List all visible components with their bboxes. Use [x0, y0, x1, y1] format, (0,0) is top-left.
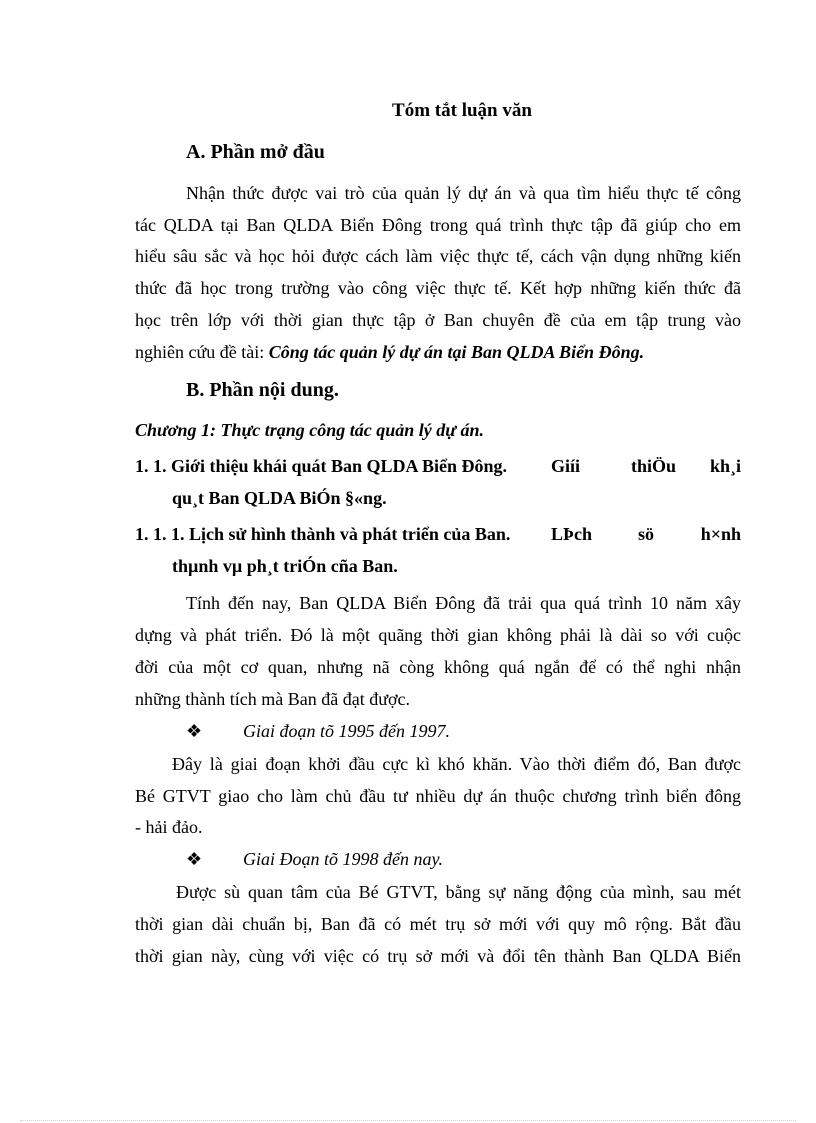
subsection-1-1: [135, 454, 741, 478]
diamond-bullet-icon: ❖: [186, 849, 203, 869]
chapter-heading: Chương 1: Thực trạng công tác quản lý dự án.: [135, 420, 485, 440]
diamond-bullet-icon: ❖: [186, 721, 203, 741]
intro-line-2: tác QLDA tại Ban QLDA Biển Đông trong quá trình thực tập đã giúp cho em: [135, 215, 741, 235]
subsection-1-1-cont: qu¸t Ban QLDA BiÓn §«ng.: [172, 488, 387, 508]
subsection-1-1-1-garbled-3: h×nh: [700, 524, 741, 544]
para1-line-1: Tính đến nay, Ban QLDA Biển Đông đã trải qua quá trình 10 năm xây: [186, 593, 741, 613]
para3-line-2: thời gian dài chuẩn bị, Ban đã có mét trụ sở mới với quy mô rộng. Bắt đầu: [135, 914, 741, 934]
para1-line-3: đời của một cơ quan, nhưng nã còng không quá ngắn để có thể nghi nhận: [135, 657, 741, 677]
subsection-1-1-1-garbled-2: sö: [638, 524, 655, 544]
subsection-1-1-1-garbled-1: LÞch: [551, 524, 593, 544]
intro-line-4: thức đã học trong trường vào công việc thực tế. Kết hợp những kiến thức đã: [135, 278, 741, 298]
para2-line-1: Đây là giai đoạn khởi đầu cực kì khó khăn. Vào thời điểm đó, Ban được: [172, 754, 741, 774]
page-bottom-rule: [20, 1120, 796, 1121]
subsection-1-1-label: 1. 1. Giới thiệu khái quát Ban QLDA Biển Đông.: [135, 456, 508, 476]
section-heading-a: A. Phần mở đầu: [186, 141, 325, 163]
para3-line-3: thời gian này, cùng với việc có trụ sở mới và đổi tên thành Ban QLDA Biển: [135, 946, 741, 966]
para1-line-2: dựng và phát triển. Đó là một quãng thời gian không phải là dài so với cuộc: [135, 625, 741, 645]
para2-line-2: Bé GTVT giao cho làm chủ đầu tư nhiều dự án thuộc chương trình biển đông: [135, 786, 741, 806]
subsection-1-1-1-label: 1. 1. 1. Lịch sử hình thành và phát triển của Ban.: [135, 524, 511, 544]
intro-line-6: [135, 340, 644, 364]
para2-line-3: - hải đảo.: [135, 817, 203, 837]
bullet-item-1-text: Giai đoạn tõ 1995 đến 1997.: [243, 721, 450, 741]
intro-line-6-prefix: nghiên cứu đề tài:: [135, 342, 269, 362]
subsection-1-1-garbled-3: kh¸i: [709, 456, 741, 476]
bullet-item-2: [186, 847, 443, 871]
section-heading-b: B. Phần nội dung.: [186, 379, 339, 401]
para1-line-4: những thành tích mà Ban đã đạt được.: [135, 689, 410, 709]
intro-line-1: Nhận thức được vai trò của quản lý dự án và qua tìm hiểu thực tế công: [186, 183, 741, 203]
thesis-topic: Công tác quản lý dự án tại Ban QLDA Biển Đông.: [268, 342, 645, 362]
intro-line-5: học trên lớp với thời gian thực tập ở Ban chuyên đề của em tập trung vào: [135, 310, 741, 330]
bullet-item-1: [186, 719, 450, 743]
page-title: Tóm tắt luận văn: [392, 100, 532, 121]
para3-line-1: Được sù quan tâm của Bé GTVT, bằng sự năng động của mình, sau mét: [176, 882, 741, 902]
subsection-1-1-1: [135, 522, 741, 546]
subsection-1-1-1-cont: thµnh vµ ph¸t triÓn cña Ban.: [172, 556, 398, 576]
intro-line-3: hiểu sâu sắc và học hỏi được cách làm việc thực tế, cách vận dụng những kiến: [135, 246, 741, 266]
bullet-item-2-text: Giai Đoạn tõ 1998 đến nay.: [243, 849, 443, 869]
subsection-1-1-garbled-2: thiÖu: [631, 456, 677, 476]
subsection-1-1-garbled-1: Giíi: [551, 456, 581, 476]
